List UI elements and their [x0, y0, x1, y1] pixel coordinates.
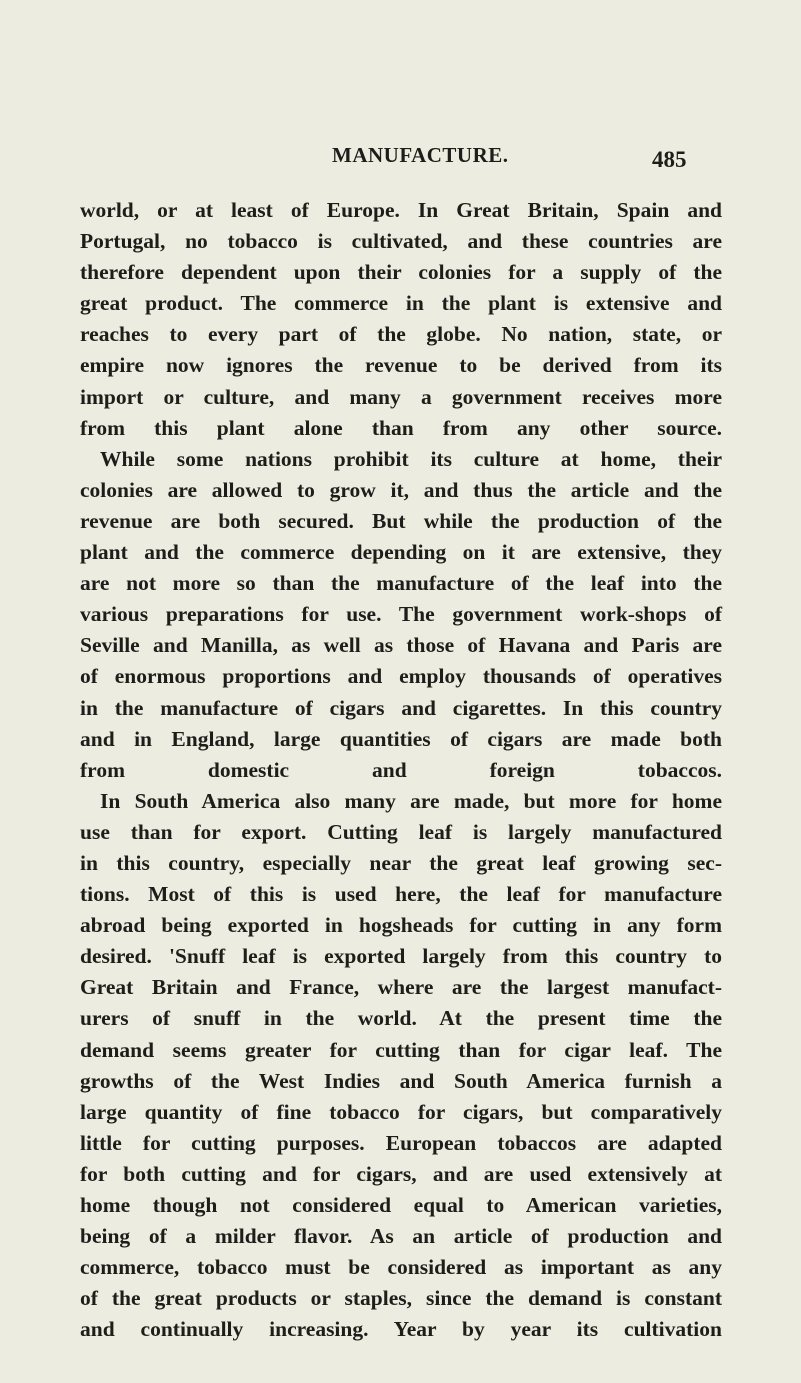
- text-line: empire now ignores the revenue to be derived from its: [80, 353, 722, 378]
- text-line: tions. Most of this is used here, the leaf for manufacture: [80, 882, 722, 907]
- text-line: urers of snuff in the world. At the present time the: [80, 1006, 722, 1031]
- running-head: [80, 143, 720, 171]
- text-line: being of a milder flavor. As an article of production and: [80, 1224, 722, 1249]
- text-line: are not more so than the manufacture of the leaf into the: [80, 571, 722, 596]
- text-line: of the great products or staples, since the demand is constant: [80, 1286, 722, 1311]
- body-text: [80, 195, 722, 1345]
- text-line: home though not considered equal to American varieties,: [80, 1193, 722, 1217]
- text-line: Portugal, no tobacco is cultivated, and these countries are: [80, 229, 722, 254]
- text-line: from domestic and foreign tobaccos.: [80, 757, 722, 782]
- text-line: abroad being exported in hogsheads for cutting in any form: [80, 913, 722, 938]
- text-line: import or culture, and many a government receives more: [80, 384, 722, 409]
- text-line: desired. 'Snuff leaf is exported largely from this country to: [80, 944, 722, 969]
- text-line: reaches to every part of the globe. No nation, state, or: [80, 322, 722, 347]
- text-line: Great Britain and France, where are the largest manufact-: [80, 975, 722, 1000]
- text-line: plant and the commerce depending on it are extensive, they: [80, 540, 722, 565]
- text-line: colonies are allowed to grow it, and thus the article and the: [80, 477, 722, 502]
- running-title: MANUFACTURE.: [332, 143, 509, 167]
- text-line: growths of the West Indies and South America furnish a: [80, 1068, 722, 1093]
- text-line: in the manufacture of cigars and cigarettes. In this country: [80, 695, 722, 720]
- text-line: for both cutting and for cigars, and are used extensively at: [80, 1161, 722, 1186]
- text-line: use than for export. Cutting leaf is largely manufactured: [80, 819, 722, 844]
- text-line: commerce, tobacco must be considered as important as any: [80, 1255, 722, 1280]
- text-line: large quantity of fine tobacco for cigars, but comparatively: [80, 1099, 722, 1124]
- page-number: 485: [652, 147, 687, 172]
- text-line: great product. The commerce in the plant is extensive and: [80, 291, 722, 316]
- text-line: in this country, especially near the great leaf growing sec-: [80, 850, 722, 875]
- text-line: little for cutting purposes. European tobaccos are adapted: [80, 1130, 722, 1155]
- text-line: and continually increasing. Year by year its cultivation: [80, 1317, 722, 1342]
- text-line: from this plant alone than from any other source.: [80, 415, 722, 440]
- text-line: and in England, large quantities of cigars are made both: [80, 726, 722, 751]
- text-line: world, or at least of Europe. In Great Britain, Spain and: [80, 198, 722, 222]
- text-line: Seville and Manilla, as well as those of Havana and Paris are: [80, 633, 722, 658]
- text-line: While some nations prohibit its culture at home, their: [100, 446, 722, 471]
- text-line: In South America also many are made, but more for home: [100, 788, 722, 813]
- text-line: demand seems greater for cutting than for cigar leaf. The: [80, 1037, 722, 1062]
- text-line: revenue are both secured. But while the production of the: [80, 508, 722, 533]
- text-line: therefore dependent upon their colonies for a supply of the: [80, 260, 722, 285]
- text-line: of enormous proportions and employ thousands of operatives: [80, 664, 722, 689]
- text-line: various preparations for use. The government work-shops of: [80, 602, 722, 627]
